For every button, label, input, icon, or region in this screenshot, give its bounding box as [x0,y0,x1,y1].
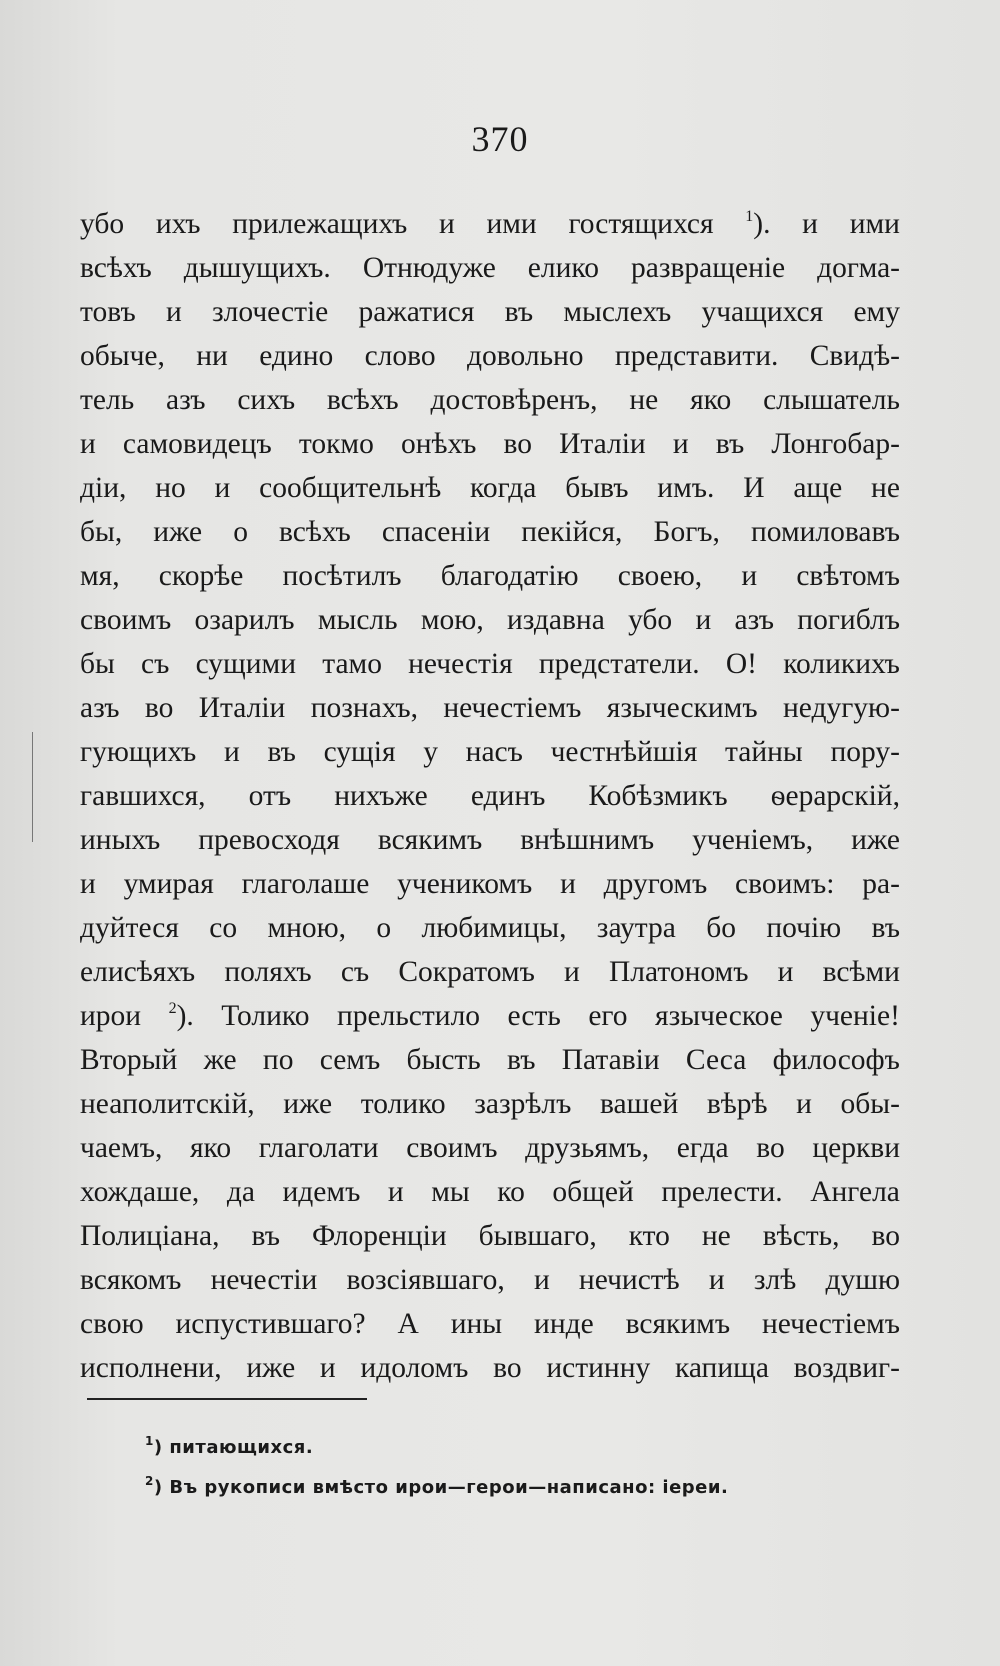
word: Сеса [685,1044,747,1076]
word: самовидецъ [122,428,272,460]
word: токмо [298,428,374,460]
word: нечестіи [210,1264,318,1296]
word: Италіи [198,692,286,724]
text-line [80,246,900,290]
word: дуйтеся [80,912,179,944]
word: коликихъ [783,648,900,680]
word: его [588,1000,628,1032]
word: и [533,1264,550,1296]
word: въ [504,296,534,328]
word: предстатели. [538,648,700,680]
word: спасеніи [381,516,491,548]
word: учащихся [701,296,824,328]
word: ражатися [358,296,475,328]
word: ирои [80,1000,142,1032]
word: всякимъ [377,824,483,856]
word: нечестіемъ [443,692,582,724]
word: ихъ [155,208,201,240]
word: достовѣренъ, [430,384,598,416]
word: сообщительнѣ [259,472,442,504]
text-line [80,906,900,950]
word: Отнюдуже [362,252,496,284]
body-text [80,202,900,1390]
word: истинну [546,1352,651,1384]
word: бы [80,648,115,680]
word: своимъ [80,604,172,636]
word: ученіемъ, [692,824,814,856]
word: по [262,1044,294,1076]
word: церкви [812,1132,900,1164]
word: и [741,560,758,592]
word: сущими [195,648,296,680]
footnote-text: ) питающихся. [153,1437,314,1458]
word: пору- [830,736,900,768]
word: душю [825,1264,900,1296]
word: съ [340,956,370,988]
text-line [80,510,900,554]
word: злочестіе [211,296,329,328]
word: идоломъ [360,1352,469,1384]
word: нихъже [334,780,428,812]
word: И [743,472,765,504]
word: Платономъ [608,956,749,988]
word: скорѣе [158,560,244,592]
word: въ [715,428,745,460]
word: иныхъ [80,824,161,856]
word: кто [628,1220,670,1252]
word: діи, [80,472,127,504]
word: Флоренціи [311,1220,447,1252]
word: ими [849,208,900,240]
word: вѣрѣ [706,1088,768,1120]
word: ра- [862,868,900,900]
text-line [80,422,900,466]
word: своею, [617,560,703,592]
word: ко [497,1176,525,1208]
word: Толико [221,1000,310,1032]
word: не [701,1220,731,1252]
word: прилежащихъ [232,208,408,240]
word: языческое [655,1000,783,1032]
word: Свидѣ- [809,340,900,372]
word: любимицы, [421,912,567,944]
word: инде [534,1308,594,1340]
word: сихъ [237,384,296,416]
text-line [80,334,900,378]
text-line [80,1258,900,1302]
word: Полиціана, [80,1220,220,1252]
word: ѳерарскій, [770,780,900,812]
word: Сократомъ [398,956,535,988]
word: есть [507,1000,561,1032]
text-line [80,774,900,818]
word: внѣшнимъ [520,824,655,856]
word: иже [851,824,900,856]
word: во [871,1220,900,1252]
word: ины [450,1308,503,1340]
word: тайны [725,736,803,768]
word: познахъ, [310,692,419,724]
footnotes [145,1428,905,1508]
text-line [80,862,900,906]
word: во [493,1352,522,1384]
word: убо [80,208,125,240]
word: пекійся, [521,516,623,548]
word: и [672,428,689,460]
word: въ [507,1044,536,1076]
word: тель [80,384,135,416]
word: честнѣйшія [550,736,698,768]
word: гавшихся, [80,780,206,812]
word: обыче, [80,340,165,372]
word: азъ [166,384,206,416]
word: почію [766,912,842,944]
text-line [80,1214,900,1258]
word: аще [793,472,843,504]
word: А [397,1308,419,1340]
footnote-text: ) Въ рукописи вмѣсто ирои—герои—написано: іереи. [153,1477,729,1498]
word: посѣтилъ [282,560,402,592]
word: нечестіемъ [761,1308,900,1340]
word: и [777,956,794,988]
word: въ [871,912,900,944]
word: гующихъ [80,736,197,768]
word: озарилъ [194,604,295,636]
word: всѣхъ [279,516,351,548]
text-line [80,378,900,422]
text-line [80,994,900,1038]
word: и [319,1352,336,1384]
word: иже [153,516,203,548]
word: бысть [406,1044,481,1076]
word: единъ [470,780,546,812]
word: но [155,472,186,504]
text-line [80,642,900,686]
word: бывъ [565,472,629,504]
word: и [80,428,96,460]
word: воздвиг- [793,1352,900,1384]
word: О! [725,648,758,680]
word: во [503,428,532,460]
word: ни [196,340,228,372]
word: мы [431,1176,470,1208]
word: догма- [817,252,900,284]
word: своимъ [406,1132,498,1164]
word: слово [364,340,436,372]
word: прельстило [337,1000,481,1032]
word: прелести. [661,1176,783,1208]
word: имъ. [657,472,715,504]
word: глаголаше [241,868,370,900]
word: $^1$). [745,208,771,240]
word: и [80,868,96,900]
word: исполнени, [80,1352,222,1384]
word: бы, [80,516,123,548]
word: философъ [772,1044,900,1076]
word: мыслехъ [563,296,672,328]
text-line [80,1346,900,1390]
word: дышущихъ. [183,252,331,284]
text-line [80,598,900,642]
word: ими [486,208,537,240]
word: отъ [248,780,292,812]
word: Кобѣзмикъ [588,780,728,812]
word: елико [527,252,599,284]
word: свою [80,1308,144,1340]
word: всѣхъ [326,384,399,416]
word: капища [674,1352,769,1384]
word: Ангела [810,1176,900,1208]
word: всякимъ [625,1308,731,1340]
word: развращеніе [630,252,786,284]
margin-pencil-mark [32,732,33,842]
word: же [203,1044,237,1076]
word: вѣсть, [762,1220,840,1252]
word: Италіи [559,428,646,460]
word: насъ [465,736,523,768]
word: когда [470,472,537,504]
word: довольно [467,340,584,372]
word: глаголати [258,1132,379,1164]
word: друзьямъ, [525,1132,650,1164]
footnote-ref: 2 [168,1000,177,1017]
word: убо [628,604,673,636]
word: всѣхъ [80,252,152,284]
text-line [80,290,900,334]
text-line [80,1082,900,1126]
word: едино [259,340,334,372]
word: мя, [80,560,120,592]
footnote-separator [87,1398,367,1400]
word: и [165,296,182,328]
word: не [629,384,659,416]
text-line [80,1170,900,1214]
word: и [695,604,712,636]
word: другомъ [603,868,708,900]
word: Вторый [80,1044,178,1076]
word: и [223,736,240,768]
word: и [564,956,580,988]
word: Лонгобар- [771,428,900,460]
footnote-mark: 1 [145,1434,154,1448]
word: у [423,736,438,768]
word: мысль [317,604,398,636]
word: всякомъ [80,1264,182,1296]
word: и [802,208,818,240]
word: $^2$). [168,1000,194,1032]
word: недугую- [782,692,900,724]
word: чаемъ, [80,1132,163,1164]
word: въ [251,1220,280,1252]
word: идемъ [282,1176,361,1208]
word: благодатію [440,560,579,592]
word: сущія [323,736,396,768]
footnote-ref: 1 [745,208,754,225]
word: погиблъ [797,604,900,636]
word: и [796,1088,812,1120]
word: егда [676,1132,729,1164]
word: всѣми [822,956,900,988]
word: умирая [123,868,214,900]
word: языческимъ [606,692,758,724]
word: яко [189,1132,232,1164]
word: поляхъ [224,956,312,988]
word: гостящихся [568,208,714,240]
word: ученикомъ [397,868,533,900]
word: превосходя [198,824,340,856]
text-line [80,1302,900,1346]
word: елисѣяхъ [80,956,196,988]
word: издавна [506,604,605,636]
word: во [756,1132,785,1164]
word: представити. [614,340,779,372]
word: азъ [734,604,775,636]
word: свѣтомъ [796,560,900,592]
word: товъ [80,296,136,328]
text-line [80,818,900,862]
word: онѣхъ [400,428,477,460]
word: возсіявшаго, [346,1264,505,1296]
word: помиловавъ [750,516,900,548]
word: въ [267,736,296,768]
word: бывшаго, [478,1220,597,1252]
word: и [214,472,231,504]
word: о [376,912,392,944]
word: испустившаго? [175,1308,366,1340]
word: Патавіи [561,1044,660,1076]
text-line [80,1038,900,1082]
word: и [438,208,455,240]
word: зазрѣлъ [474,1088,572,1120]
word: Богъ, [653,516,720,548]
word: бо [706,912,736,944]
word: о [233,516,248,548]
word: неаполитскій, [80,1088,255,1120]
text-line [80,554,900,598]
word: иже [283,1088,333,1120]
word: во [144,692,174,724]
word: не [871,472,900,504]
word: своимъ: [735,868,835,900]
word: ему [853,296,900,328]
word: вашей [600,1088,679,1120]
text-line [80,950,900,994]
footnote-mark: 2 [145,1474,154,1488]
word: нечестія [408,648,513,680]
text-line [80,466,900,510]
word: да [226,1176,255,1208]
text-line [80,686,900,730]
word: общей [552,1176,634,1208]
word: семъ [319,1044,381,1076]
text-line [80,202,900,246]
word: ученіе! [810,1000,900,1032]
text-line [80,730,900,774]
word: мною, [267,912,347,944]
footnote [145,1428,905,1468]
word: хождаше, [80,1176,200,1208]
word: и [387,1176,404,1208]
word: злѣ [753,1264,797,1296]
page-number: 370 [471,119,529,159]
word: и [560,868,576,900]
word: мою, [420,604,484,636]
text-line [80,1126,900,1170]
word: азъ [80,692,120,724]
word: нечистѣ [578,1264,680,1296]
word: и [708,1264,725,1296]
word: со [209,912,238,944]
word: иже [246,1352,296,1384]
word: яко [690,384,732,416]
word: тамо [322,648,382,680]
word: толико [360,1088,446,1120]
word: обы- [840,1088,900,1120]
footnote [145,1468,905,1508]
word: съ [141,648,170,680]
word: слышатель [763,384,900,416]
word: заутра [596,912,676,944]
